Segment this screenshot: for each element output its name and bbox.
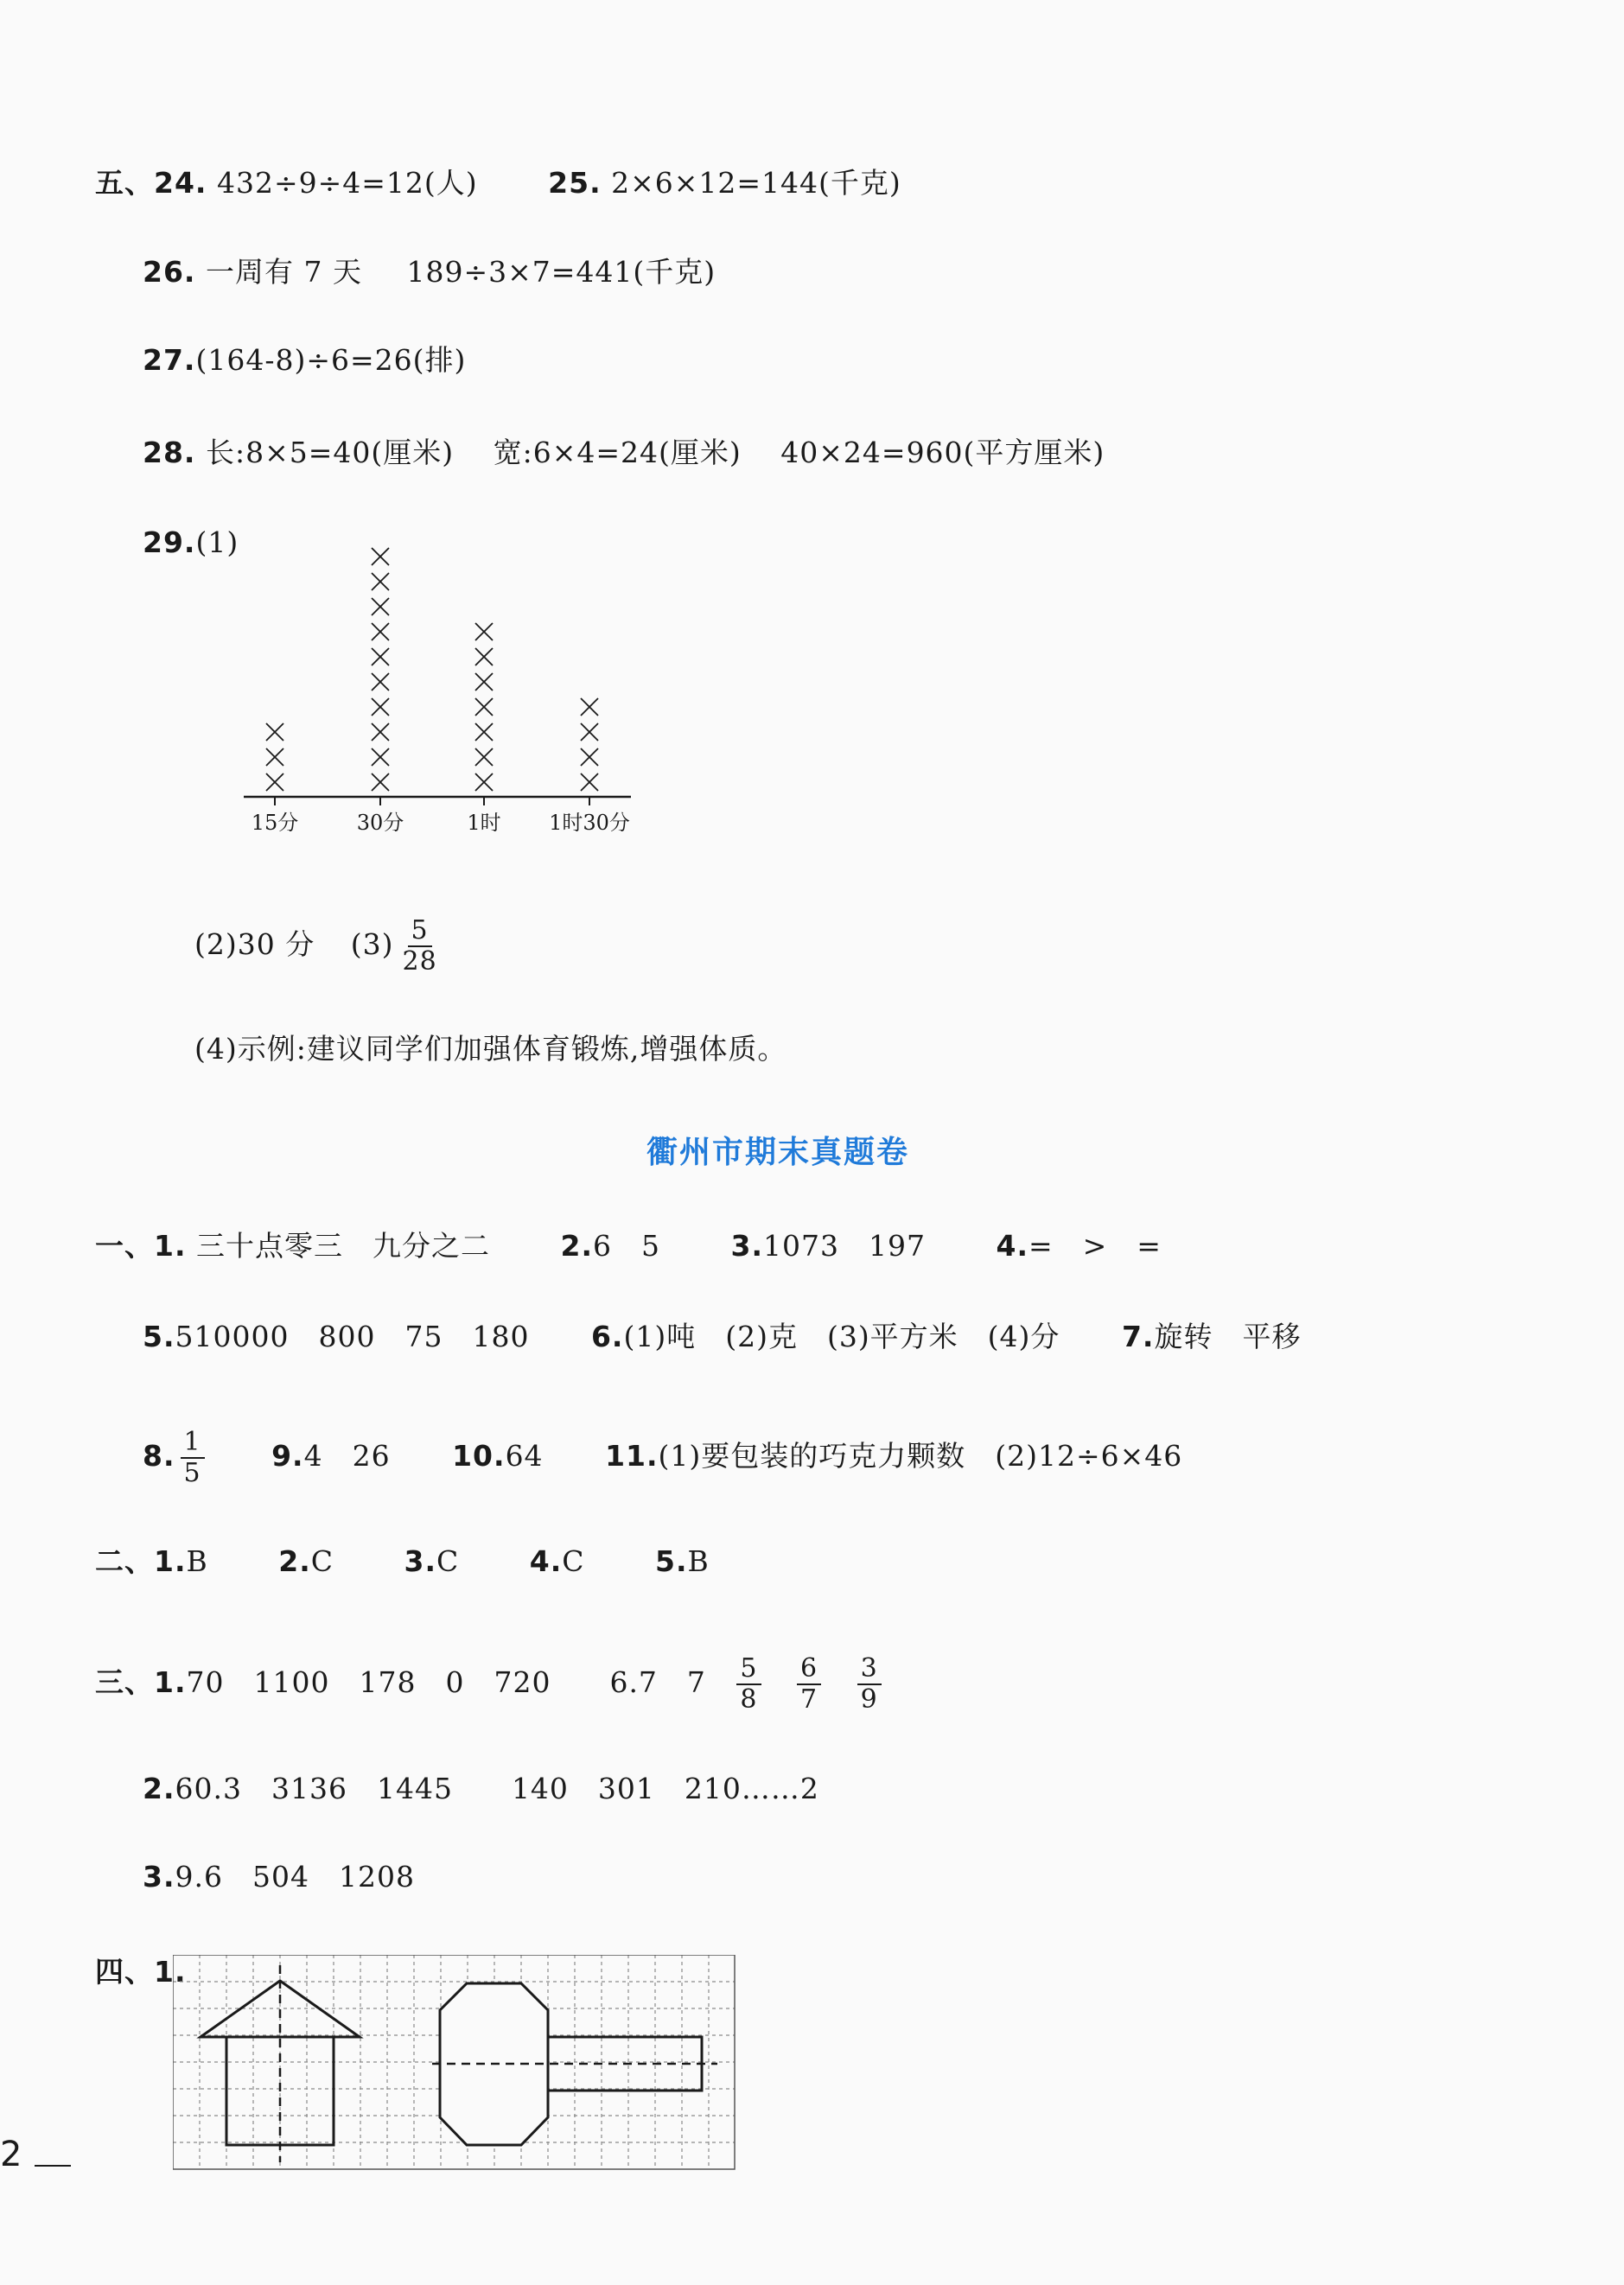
fraction-1-5 bbox=[181, 1428, 205, 1488]
question-number: 1. bbox=[154, 1665, 187, 1699]
footer-rule bbox=[35, 2165, 71, 2167]
x-mark bbox=[372, 598, 389, 615]
x-mark bbox=[475, 648, 493, 665]
question-number: 28. bbox=[143, 436, 196, 469]
x-mark bbox=[372, 548, 389, 565]
x-mark bbox=[372, 773, 389, 791]
answer-25: 2×6×12=144(千克) bbox=[611, 166, 901, 200]
question-number: 3. bbox=[404, 1544, 437, 1578]
section-heading-1: 一、 bbox=[95, 1229, 154, 1263]
question-number: 4. bbox=[529, 1544, 563, 1578]
fraction-numerator: 1 bbox=[181, 1428, 205, 1459]
x-mark bbox=[372, 673, 389, 691]
question-number: 10. bbox=[452, 1439, 506, 1473]
x-tick-label: 1时30分 bbox=[549, 811, 630, 835]
s1-answer-9: 4 26 bbox=[303, 1439, 391, 1473]
fraction-denominator: 28 bbox=[402, 946, 437, 977]
x-mark bbox=[581, 773, 598, 791]
section-heading-4: 四、 bbox=[95, 1955, 154, 1989]
s3-line-2 bbox=[143, 1770, 819, 1808]
s1-line-3 bbox=[143, 1428, 1182, 1488]
fraction-numerator: 3 bbox=[857, 1654, 882, 1685]
question-number: 3. bbox=[730, 1229, 763, 1263]
s1-answer-3: 1073 197 bbox=[763, 1229, 926, 1263]
fraction-numerator: 5 bbox=[736, 1654, 761, 1685]
question-number: 1. bbox=[154, 1544, 187, 1578]
question-number: 1. bbox=[154, 1955, 187, 1989]
fraction-denominator: 8 bbox=[740, 1684, 758, 1715]
page-number: 2 bbox=[0, 2135, 22, 2174]
answer-27: (164-8)÷6=26(排) bbox=[195, 343, 467, 377]
fraction-numerator: 5 bbox=[408, 916, 432, 947]
question-number: 27. bbox=[143, 343, 196, 377]
x-tick-label: 1时 bbox=[467, 811, 501, 835]
s2-answer-2: C bbox=[310, 1544, 334, 1578]
question-number: 7. bbox=[1121, 1320, 1155, 1353]
s3-line-1 bbox=[95, 1654, 887, 1715]
answer-line-26 bbox=[143, 253, 716, 291]
s1-line-1 bbox=[95, 1227, 1162, 1265]
question-number: 6. bbox=[590, 1320, 624, 1353]
x-mark bbox=[475, 673, 493, 691]
section-heading-5: 五、 bbox=[95, 166, 154, 200]
fraction-6-7 bbox=[797, 1654, 821, 1715]
fraction-3-9 bbox=[857, 1654, 882, 1715]
question-number: 2. bbox=[143, 1772, 175, 1805]
s1-answer-2: 6 5 bbox=[593, 1229, 660, 1263]
question-number: 8. bbox=[143, 1439, 175, 1473]
s2-answer-1: B bbox=[186, 1544, 208, 1578]
section-heading-2: 二、 bbox=[95, 1544, 154, 1578]
dot-plot-chart bbox=[233, 519, 657, 847]
answer-29-part1: (1) bbox=[195, 525, 239, 559]
s2-answer-5: B bbox=[687, 1544, 710, 1578]
fraction-denominator: 7 bbox=[800, 1684, 818, 1715]
question-number: 3. bbox=[143, 1860, 175, 1894]
answer-24: 432÷9÷4=12(人) bbox=[216, 166, 478, 200]
question-number: 5. bbox=[655, 1544, 688, 1578]
section-heading-3: 三、 bbox=[95, 1665, 154, 1699]
answer-29-part3: (3) bbox=[350, 927, 394, 961]
question-number: 11. bbox=[605, 1439, 659, 1473]
s1-line-2 bbox=[143, 1318, 1301, 1356]
s2-line bbox=[95, 1543, 710, 1581]
question-number: 9. bbox=[271, 1439, 304, 1473]
x-mark bbox=[266, 723, 283, 741]
x-mark bbox=[372, 698, 389, 716]
s1-answer-11: (1)要包装的巧克力颗数 (2)12÷6×46 bbox=[658, 1439, 1183, 1473]
s1-answer-7: 旋转 平移 bbox=[1154, 1320, 1302, 1353]
s2-answer-4: C bbox=[562, 1544, 585, 1578]
x-mark bbox=[581, 748, 598, 766]
question-number: 4. bbox=[996, 1229, 1029, 1263]
s3-answer-2: 60.3 3136 1445 140 301 210……2 bbox=[175, 1772, 819, 1805]
question-number: 26. bbox=[143, 255, 196, 289]
fraction-denominator: 5 bbox=[183, 1458, 201, 1488]
x-tick-label: 30分 bbox=[356, 811, 404, 835]
question-number: 29. bbox=[143, 525, 196, 559]
fraction-numerator: 6 bbox=[797, 1654, 821, 1685]
question-number: 25. bbox=[548, 166, 602, 200]
fraction-5-28 bbox=[398, 916, 440, 977]
fraction-5-8 bbox=[736, 1654, 761, 1715]
x-mark bbox=[372, 573, 389, 590]
answer-28-c: 40×24=960(平方厘米) bbox=[780, 436, 1105, 469]
s3-answer-1: 70 1100 178 0 720 6.7 7 bbox=[186, 1665, 706, 1699]
x-mark bbox=[581, 698, 598, 716]
answer-28-a: 长:8×5=40(厘米) bbox=[205, 436, 455, 469]
s1-answer-6: (1)吨 (2)克 (3)平方米 (4)分 bbox=[623, 1320, 1060, 1353]
answer-line-28 bbox=[143, 434, 1105, 472]
answer-line-24-25 bbox=[95, 164, 901, 202]
fraction-denominator: 9 bbox=[860, 1684, 878, 1715]
answer-line-29-2-3 bbox=[194, 916, 446, 977]
question-number: 5. bbox=[143, 1320, 175, 1353]
x-mark bbox=[372, 748, 389, 766]
x-mark bbox=[266, 748, 283, 766]
s3-line-3 bbox=[143, 1858, 415, 1896]
answer-29-part4: (4)示例:建议同学们加强体育锻炼,增强体质。 bbox=[194, 1032, 787, 1066]
answer-28-b: 宽:6×4=24(厘米) bbox=[493, 436, 742, 469]
x-mark bbox=[475, 773, 493, 791]
answer-29-part2: (2)30 分 bbox=[194, 927, 315, 961]
answer-26-b: 189÷3×7=441(千克) bbox=[406, 255, 716, 289]
s3-answer-3: 9.6 504 1208 bbox=[175, 1860, 415, 1894]
x-mark bbox=[581, 723, 598, 741]
s1-answer-4: = > = bbox=[1028, 1229, 1162, 1263]
question-number: 1. bbox=[154, 1229, 187, 1263]
x-mark bbox=[475, 748, 493, 766]
x-mark bbox=[475, 698, 493, 716]
question-number: 2. bbox=[560, 1229, 593, 1263]
x-mark bbox=[372, 623, 389, 640]
x-mark bbox=[475, 723, 493, 741]
answer-line-29-4 bbox=[194, 1030, 787, 1068]
x-mark bbox=[372, 723, 389, 741]
s2-answer-3: C bbox=[436, 1544, 460, 1578]
x-mark bbox=[475, 623, 493, 640]
answer-line-27 bbox=[143, 341, 466, 379]
x-tick-label: 15分 bbox=[251, 811, 299, 835]
x-mark bbox=[372, 648, 389, 665]
question-number: 2. bbox=[278, 1544, 311, 1578]
answer-line-29 bbox=[143, 524, 239, 562]
answer-26-a: 一周有 7 天 bbox=[205, 255, 362, 289]
question-number: 24. bbox=[154, 166, 207, 200]
grid-symmetry-figure bbox=[173, 1955, 736, 2171]
x-mark bbox=[266, 773, 283, 791]
s1-answer-10: 64 bbox=[505, 1439, 544, 1473]
s1-answer-1: 三十点零三 九分之二 bbox=[196, 1229, 490, 1263]
s1-answer-5: 510000 800 75 180 bbox=[175, 1320, 530, 1353]
section-title: 衢州市期末真题卷 bbox=[646, 1135, 909, 1170]
